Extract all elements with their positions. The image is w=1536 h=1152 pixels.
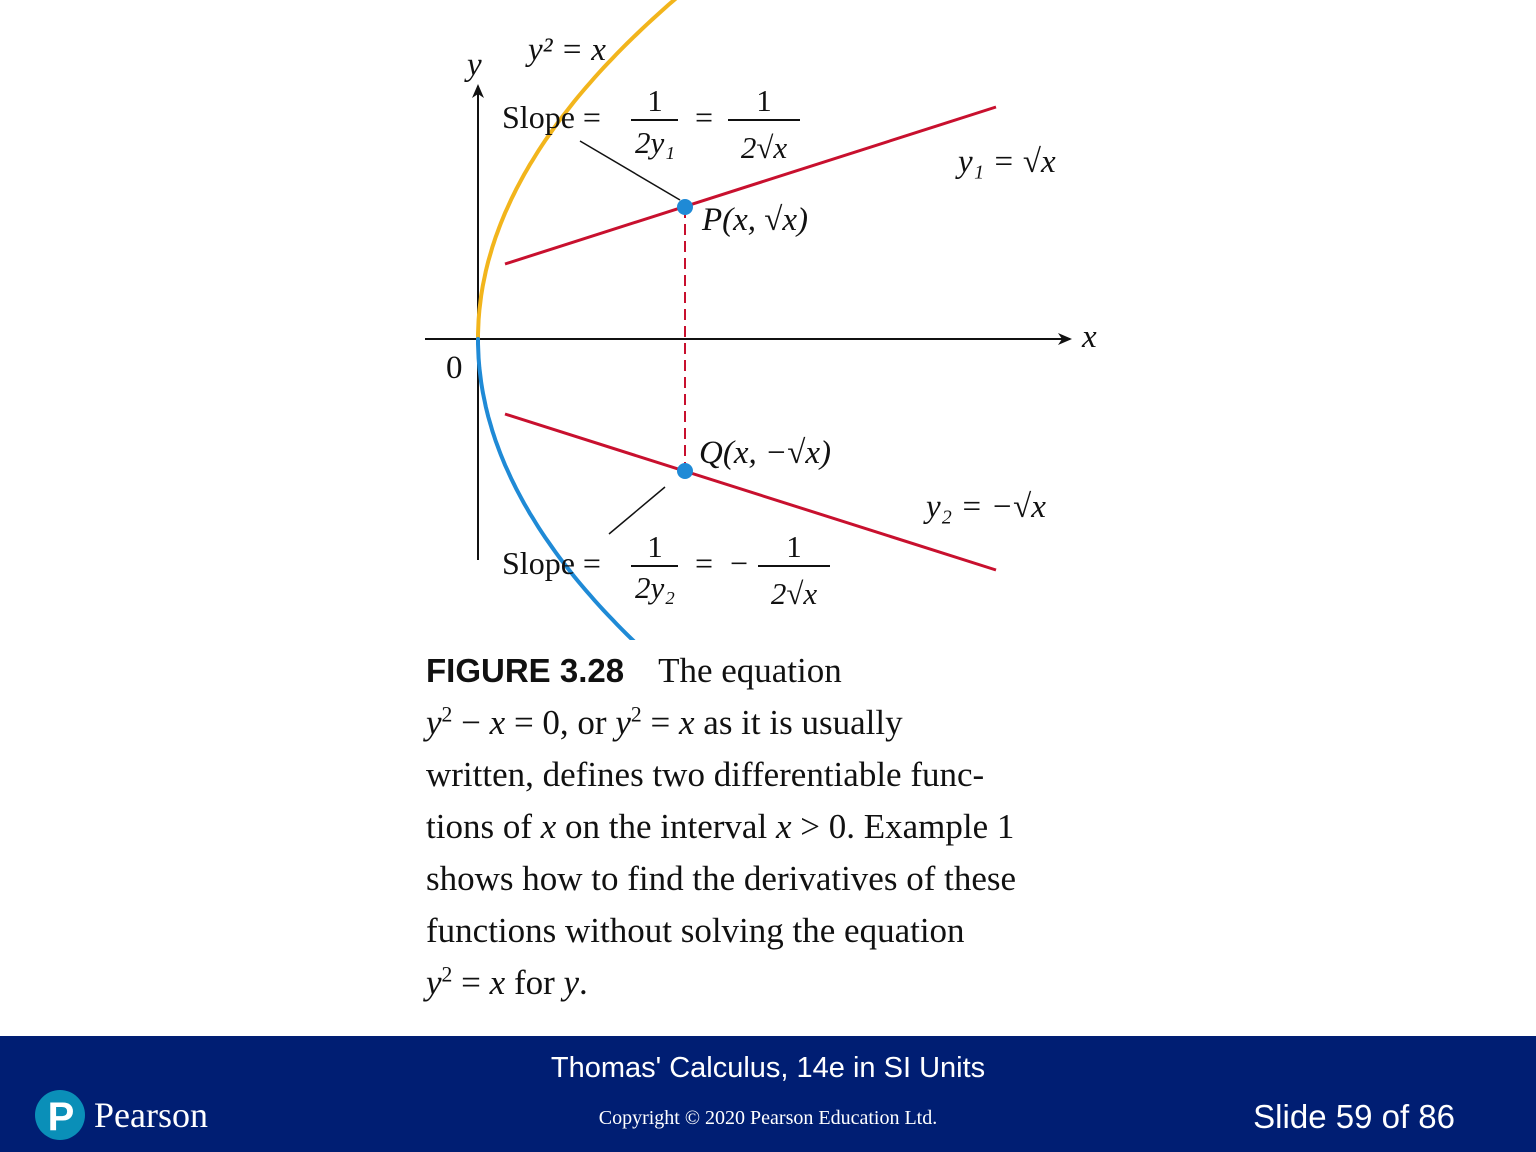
caption-math-eq0: = 0, or xyxy=(505,703,616,742)
caption-math-y: y xyxy=(426,703,442,742)
caption-text-4b: on the interval xyxy=(556,807,776,846)
figure-caption xyxy=(426,645,1126,1009)
upper-slope-denominator: 2y₁ xyxy=(634,125,676,160)
lower-curve-label: y₂ = −√x xyxy=(926,489,1046,525)
caption-math-minus: − xyxy=(452,703,490,742)
pearson-logo-icon xyxy=(34,1089,86,1141)
lower-slope-leader-line xyxy=(609,487,665,534)
point-p-label: P(x, √x) xyxy=(702,202,809,238)
upper-slope-denominator-2: 2√x xyxy=(740,130,788,165)
upper-slope-numerator-2: 1 xyxy=(756,83,772,118)
caption-math-y: y xyxy=(615,703,631,742)
caption-math-y: y xyxy=(426,963,442,1002)
point-p xyxy=(677,199,693,215)
lower-slope-formula xyxy=(502,529,830,611)
upper-slope-numerator: 1 xyxy=(647,83,663,118)
caption-text-7-end: . xyxy=(579,963,588,1002)
x-axis-label: x xyxy=(1082,319,1097,355)
caption-text-7: for xyxy=(505,963,564,1002)
caption-line-5: shows how to find the derivatives of these xyxy=(426,859,1017,898)
caption-line-3: written, defines two differentiable func- xyxy=(426,755,985,794)
upper-slope-word: Slope = xyxy=(502,99,601,135)
lower-slope-minus: − xyxy=(730,545,749,581)
lower-slope-denominator-2: 2√x xyxy=(770,576,818,611)
y-axis-label: y xyxy=(467,47,482,83)
lower-slope-word: Slope = xyxy=(502,545,601,581)
caption-math-x: x xyxy=(678,703,695,742)
lower-slope-equals: = xyxy=(695,545,714,581)
caption-line-6: functions without solving the equation xyxy=(426,911,965,950)
caption-math-x: x xyxy=(489,703,506,742)
equation-label: y² = x xyxy=(528,32,606,68)
lower-slope-numerator-2: 1 xyxy=(786,529,802,564)
book-title: Thomas' Calculus, 14e in SI Units xyxy=(550,1052,986,1084)
caption-line-1 xyxy=(426,645,1126,697)
caption-line-4 xyxy=(426,801,1126,853)
caption-text-1: The equation xyxy=(658,651,842,690)
lower-slope-numerator: 1 xyxy=(647,529,663,564)
caption-text-4c: > 0. Example 1 xyxy=(791,807,1015,846)
caption-math-x: x xyxy=(489,963,506,1002)
point-q xyxy=(677,463,693,479)
caption-math-x: x xyxy=(775,807,792,846)
caption-text-2: as it is usually xyxy=(694,703,903,742)
copyright-notice: Copyright © 2020 Pearson Education Ltd. xyxy=(598,1107,938,1129)
caption-line-7 xyxy=(426,957,1126,1009)
caption-math-sq: 2 xyxy=(441,962,453,987)
slide-counter: Slide 59 of 86 xyxy=(1253,1098,1455,1135)
lower-slope-denominator: 2y₂ xyxy=(634,570,676,605)
caption-math-sq: 2 xyxy=(630,702,642,727)
origin-label: 0 xyxy=(446,350,463,386)
upper-curve-label: y₁ = √x xyxy=(958,144,1056,180)
caption-math-sq: 2 xyxy=(441,702,453,727)
caption-math-eq: = xyxy=(452,963,490,1002)
upper-slope-equals: = xyxy=(695,99,714,135)
pearson-logo xyxy=(34,1088,208,1142)
caption-math-y: y xyxy=(563,963,580,1002)
footer-bar xyxy=(0,1036,1536,1152)
caption-text-4a: tions of xyxy=(426,807,541,846)
caption-line-2 xyxy=(426,697,1126,749)
caption-math-x: x xyxy=(540,807,557,846)
point-q-label: Q(x, −√x) xyxy=(699,435,831,471)
figure-number: FIGURE 3.28 xyxy=(426,652,625,689)
upper-slope-formula xyxy=(502,83,800,165)
pearson-logo-letter: P xyxy=(47,1095,75,1139)
pearson-logo-text: Pearson xyxy=(94,1095,208,1135)
caption-math-eq: = xyxy=(641,703,679,742)
